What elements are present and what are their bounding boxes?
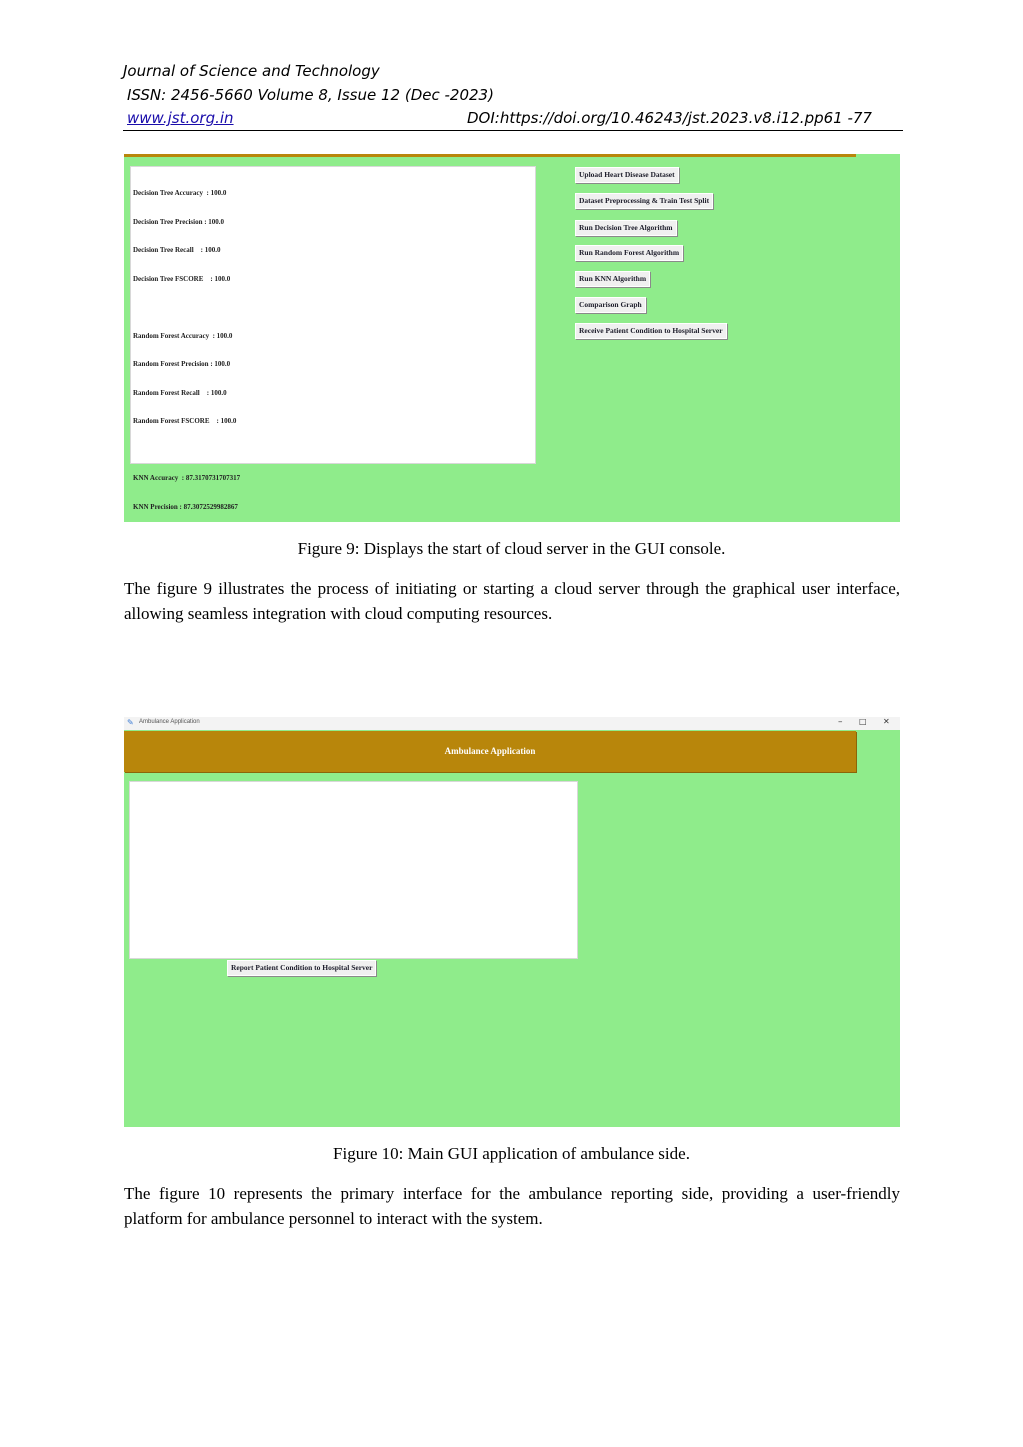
- window-titlebar: [124, 717, 900, 730]
- figure10-paragraph: The figure 10 represents the primary interface for the ambulance reporting side, providing a user-friendly platform for ambulance personnel to interact with the system.: [124, 1184, 900, 1228]
- console-line: Random Forest Recall : 100.0: [133, 388, 227, 397]
- close-icon[interactable]: ✕: [883, 717, 890, 726]
- figure9-paragraph: The figure 9 illustrates the process of initiating or starting a cloud server through the graphical user interface, allowing seamless integration with cloud computing resources.: [124, 579, 900, 623]
- run-knn-button[interactable]: Run KNN Algorithm: [575, 271, 650, 287]
- journal-website-link[interactable]: www.jst.org.in: [127, 109, 234, 127]
- console-line: KNN Precision : 87.3072529982867: [133, 502, 238, 511]
- run-decision-tree-button[interactable]: Run Decision Tree Algorithm: [575, 220, 677, 236]
- doi-text: DOI:https://doi.org/10.46243/jst.2023.v8.i12.pp61 -77: [467, 109, 872, 127]
- console-line: Random Forest Precision : 100.0: [133, 360, 231, 368]
- figure10-screenshot: [124, 717, 900, 1127]
- console-line: [133, 303, 535, 313]
- run-random-forest-button[interactable]: Run Random Forest Algorithm: [575, 245, 683, 261]
- banner-title: Ambulance Application: [444, 746, 536, 756]
- issn-line: ISSN: 2456-5660 Volume 8, Issue 12 (Dec -2023): [127, 86, 494, 104]
- figure9-banner-edge: [124, 154, 856, 157]
- figure9-console[interactable]: [130, 166, 536, 511]
- figure10-caption: Figure 10: Main GUI application of ambulance side.: [333, 1144, 690, 1163]
- console-line: Decision Tree Accuracy : 100.0: [133, 189, 227, 197]
- comparison-graph-button[interactable]: Comparison Graph: [575, 297, 646, 313]
- minimize-icon[interactable]: –: [838, 717, 843, 727]
- preprocess-split-button[interactable]: Dataset Preprocessing & Train Test Split: [575, 193, 713, 209]
- upload-dataset-button[interactable]: Upload Heart Disease Dataset: [575, 167, 679, 183]
- header-rule: [123, 130, 903, 131]
- console-line: [133, 446, 535, 456]
- report-textarea[interactable]: [129, 781, 578, 959]
- app-banner: [124, 731, 856, 772]
- console-line: Random Forest Accuracy : 100.0: [133, 331, 233, 340]
- report-patient-condition-button[interactable]: Report Patient Condition to Hospital Server: [227, 960, 376, 976]
- console-line: Random Forest FSCORE : 100.0: [133, 417, 237, 425]
- window-title: Ambulance Application: [139, 719, 200, 725]
- maximize-icon[interactable]: □: [859, 717, 867, 726]
- console-line: KNN Accuracy : 87.3170731707317: [133, 474, 241, 482]
- feather-icon: ✎: [127, 718, 134, 727]
- console-line: Decision Tree FSCORE : 100.0: [133, 274, 231, 283]
- receive-patient-condition-button[interactable]: Receive Patient Condition to Hospital Server: [575, 323, 727, 339]
- console-line: Decision Tree Precision : 100.0: [133, 217, 225, 226]
- journal-title: Journal of Science and Technology: [123, 62, 380, 80]
- console-line: Decision Tree Recall : 100.0: [133, 246, 221, 254]
- figure9-screenshot: [124, 154, 900, 522]
- figure9-caption: Figure 9: Displays the start of cloud server in the GUI console.: [297, 539, 726, 558]
